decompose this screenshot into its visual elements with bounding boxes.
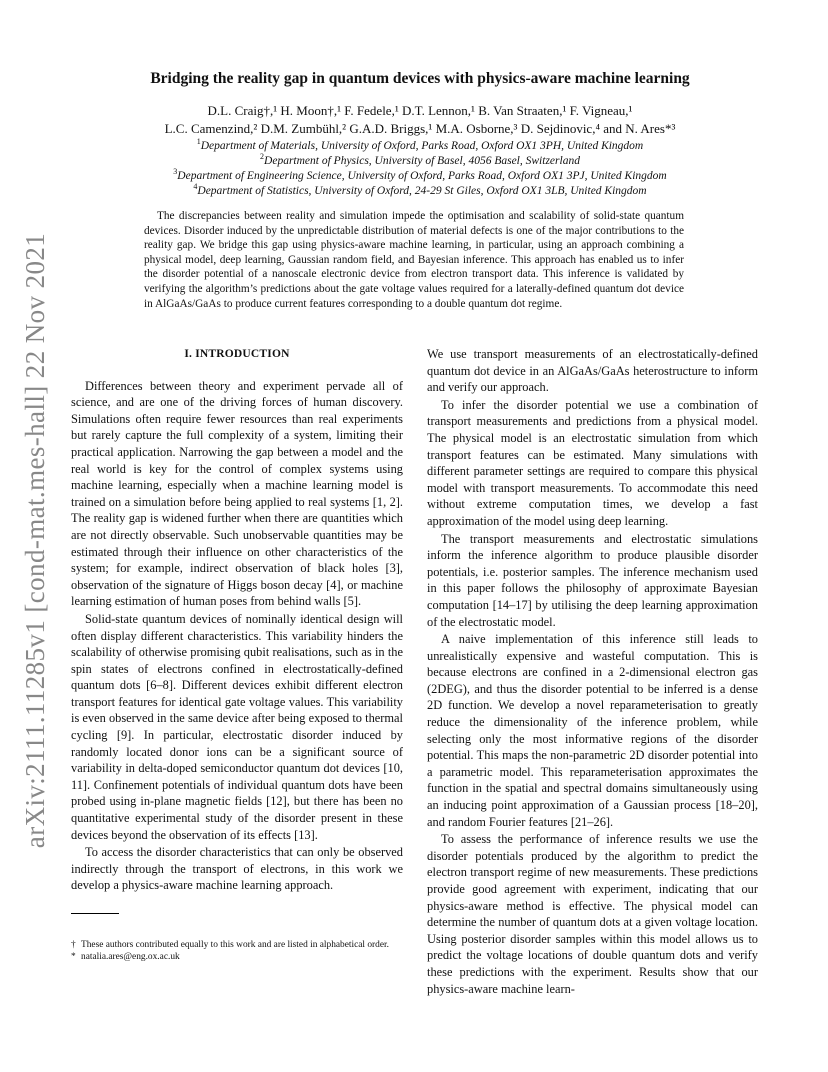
footnote-rule — [71, 913, 119, 914]
arxiv-identifier: arXiv:2111.11285v1 [cond-mat.mes-hall] 22 Nov 2021 — [20, 232, 51, 848]
paragraph: Differences between theory and experiment pervade all of science, and are one of the driving forces of human discovery. Simulations often require fewer resources than real experiments but rarely capture the full complexity of a system, limiting their practical application. Narrowing the gap between a model and the real world is key for the control of complex systems using machine learning, especially when a machine learning model is trained on a simulation before being applied to real systems [1, 2]. The reality gap is widened further when there are quantities which are not directly observable. Such unobservable quantities may be estimated through their influence on other characteristics of the system; for example, indirect observation of black holes [3], observation of the signature of Higgs boson decay [4], or machine learning estimation of human poses from behind walls [5]. — [71, 378, 403, 609]
affiliation-3: $^3$Department of Engineering Science, University of Oxford, Parks Road, Oxford OX1 3PJ, United Kingdom — [173, 167, 667, 182]
paragraph: To infer the disorder potential we use a combination of transport measurements and predictions from a physical model. The physical model is an electrostatic simulation from which transport features can be estimated. Many simulations with different parameter settings are required to compare this physical model with transport measurements. To accommodate this need without extreme computation times, we develop a fast approximation of the model using deep learning. — [427, 397, 758, 528]
affiliations — [80, 139, 760, 199]
paragraph: A naive implementation of this inference still leads to unrealistically expensive and wasteful computation. This is because electrons are confined in a 2-dimensional electron gas (2DEG), and thus the disorder potential to be inferred is a dense 2D function. We develop a novel reparameterisation to greatly reduce the dimensionality of the inference problem, while selecting only the most informative regions of the disorder potential. This maps the non-parametric 2D disorder potential into a parametric model. This reparameterisation approximates the function in the spatial and spectral domains simultaneously using an inducing point approximation of a Gaussian process [18–20], and random Fourier features [21–26]. — [427, 632, 758, 829]
affiliation-2: $^2$Department of Physics, University of Basel, 4056 Basel, Switzerland — [260, 152, 580, 167]
footnote-equal-contribution: † These authors contributed equally to this work and are listed in alphabetical order. — [71, 940, 389, 950]
abstract-text: The discrepancies between reality and simulation impede the optimisation and scalability of solid-state quantum devices. Disorder induced by the unpredictable distribution of material defects is one of the major contributions to the reality gap. We bridge this gap using physics-aware machine learning, in particular, using an approach combining a physical model, deep learning, Gaussian random field, and Bayesian inference. This approach has enabled us to infer the disorder potential of a nanoscale electronic device from electron transport data. This inference is validated by verifying the algorithm’s predictions about the gate voltage values required for a laterally-defined quantum dot device in AlGaAs/GaAs to produce current features corresponding to a double quantum dot regime. — [144, 210, 684, 310]
paragraph: To assess the performance of inference results we use the disorder potentials produced by the algorithm to predict the electron transport regime of new measurements. These predictions provide good agreement with experiment, indicating that our physics-aware method is effective. The physical model can determine the number of quantum dots at a given voltage location. Using posterior disorder samples within this model allows us to predict the voltage locations of double quantum dots and verify these predictions with the experiment. Results show that our physics-aware machine learn- — [427, 832, 758, 996]
authors-line-2: L.C. Camenzind,² D.M. Zumbühl,² G.A.D. Briggs,¹ M.A. Osborne,³ D. Sejdinovic,⁴ and N. Ares*³ — [164, 121, 676, 136]
footnote-email: * natalia.ares@eng.ox.ac.uk — [71, 952, 180, 962]
affiliation-1: $^1$Department of Materials, University of Oxford, Parks Road, Oxford OX1 3PH, United Kingdom — [196, 137, 644, 152]
paragraph: To access the disorder characteristics that can only be observed indirectly through the transport of electrons, in this work we develop a physics-aware machine learning approach. — [71, 845, 403, 893]
author-list — [80, 102, 760, 138]
paragraph: Solid-state quantum devices of nominally identical design will often display different characteristics. This variability hinders the scalability of otherwise promising qubit realisations, such as in the spin states of electrons confined in electrostatically-defined quantum dots [6–8]. Different devices exhibit different electron transport features for identical gate voltage values. This variability is even observed in the same device after being exposed to thermal cycling [9]. In particular, electrostatic disorder induced by randomly located donor ions can be a significant source of variability in delta-doped semiconductor quantum dot devices [10, 11]. Confinement potentials of individual quantum dots have been probed using in-plane magnetic fields [12], but there has been no quantitative experimental study of the disorder present in these devices beyond the observation of its effects [13]. — [71, 611, 403, 842]
footnotes — [71, 939, 407, 963]
paragraph: The transport measurements and electrostatic simulations inform the inference algorithm to produce plausible disorder potentials, i.e. posterior samples. The inference mechanism used in this paper follows the philosophy of approximate Bayesian computation [14–17] by utilising the deep learning approximation of the electrostatic model. — [427, 531, 758, 629]
affiliation-4: $^4$Department of Statistics, University of Oxford, 24-29 St Giles, Oxford OX1 3LB, United Kingdom — [193, 182, 647, 197]
right-column — [427, 346, 758, 998]
arxiv-sidebar — [14, 210, 58, 870]
abstract — [144, 209, 684, 311]
left-column — [71, 346, 403, 895]
authors-line-1: D.L. Craig†,¹ H. Moon†,¹ F. Fedele,¹ D.T. Lennon,¹ B. Van Straaten,¹ F. Vigneau,¹ — [207, 103, 633, 118]
paper-title: Bridging the reality gap in quantum devices with physics-aware machine learning — [150, 70, 690, 87]
section-heading: I. INTRODUCTION — [184, 348, 290, 360]
paragraph: We use transport measurements of an electrostatically-defined quantum dot device in an AlGaAs/GaAs heterostructure to inform and verify our approach. — [427, 347, 758, 395]
